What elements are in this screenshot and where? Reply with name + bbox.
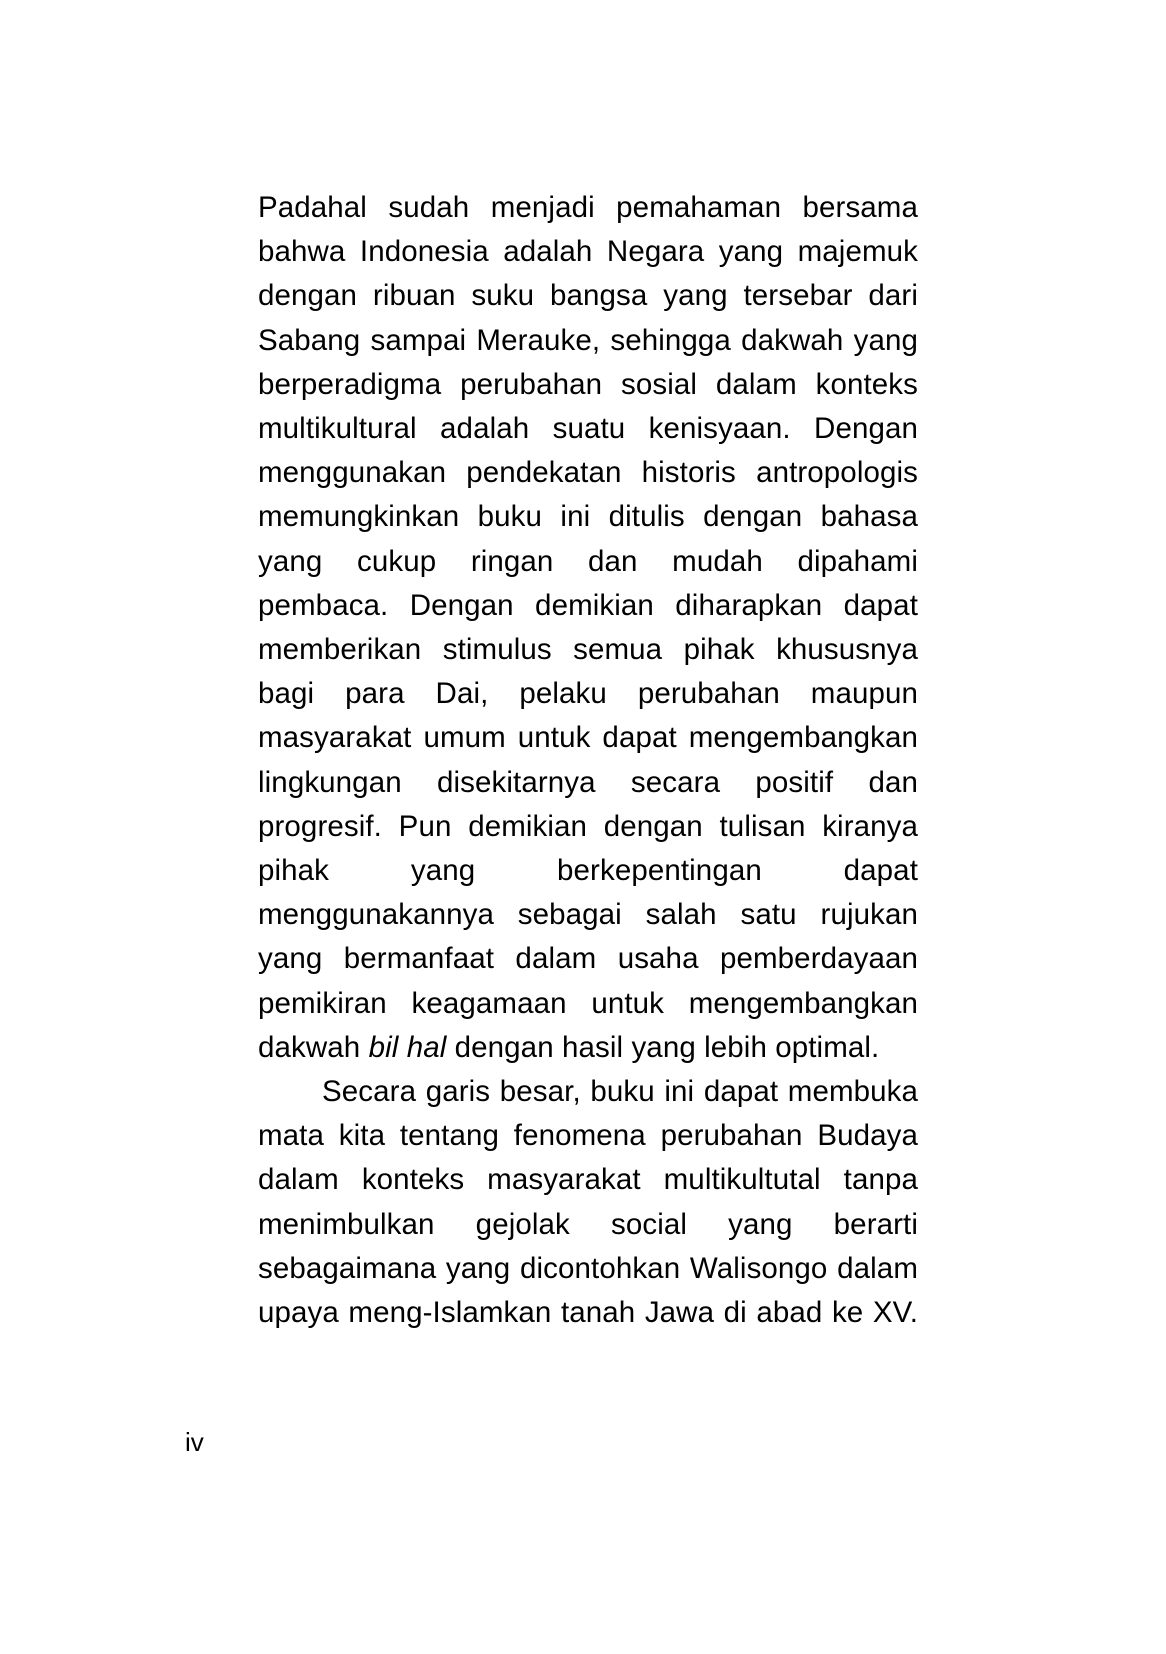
- paragraph-1-text-part-1: Padahal sudah menjadi pemahaman bersama bahwa Indonesia adalah Negara yang majemuk dengan ribuan suku bangsa yang tersebar dari Sabang sampai Merauke, sehingga dakwah yang berperadigma perubahan sosial dalam konteks multikultural adalah suatu kenisyaan. Dengan menggunakan pendekatan historis antropologis memungkinkan buku ini ditulis dengan bahasa yang cukup ringan dan mudah dipahami pembaca. Dengan demikian diharapkan dapat memberikan stimulus semua pihak khususnya bagi para Dai, pelaku perubahan maupun masyarakat umum untuk dapat mengembangkan lingkungan disekitarnya secara positif dan progresif. Pun demikian dengan tulisan kiranya pihak yang berkepentingan dapat menggunakannya sebagai salah satu rujukan yang bermanfaat dalam usaha pemberdayaan pemikiran keagamaan untuk mengembangkan dakwah: [258, 191, 918, 1064]
- paragraph-1-text-part-2: dengan hasil yang lebih optimal.: [446, 1030, 880, 1064]
- paragraph-1: [258, 186, 918, 1070]
- paragraph-2-text: Secara garis besar, buku ini dapat membuka mata kita tentang fenomena perubahan Budaya dalam konteks masyarakat multikultutal tanpa menimbulkan gejolak social yang berarti sebagaimana yang dicontohkan Walisongo dalam upaya meng-Islamkan tanah Jawa di abad ke XV.: [258, 1075, 918, 1330]
- paragraph-2: [258, 1070, 918, 1335]
- page-number: iv: [185, 1427, 204, 1457]
- paragraph-1-italic-term: bil hal: [368, 1030, 447, 1064]
- body-text-column: [258, 186, 918, 1335]
